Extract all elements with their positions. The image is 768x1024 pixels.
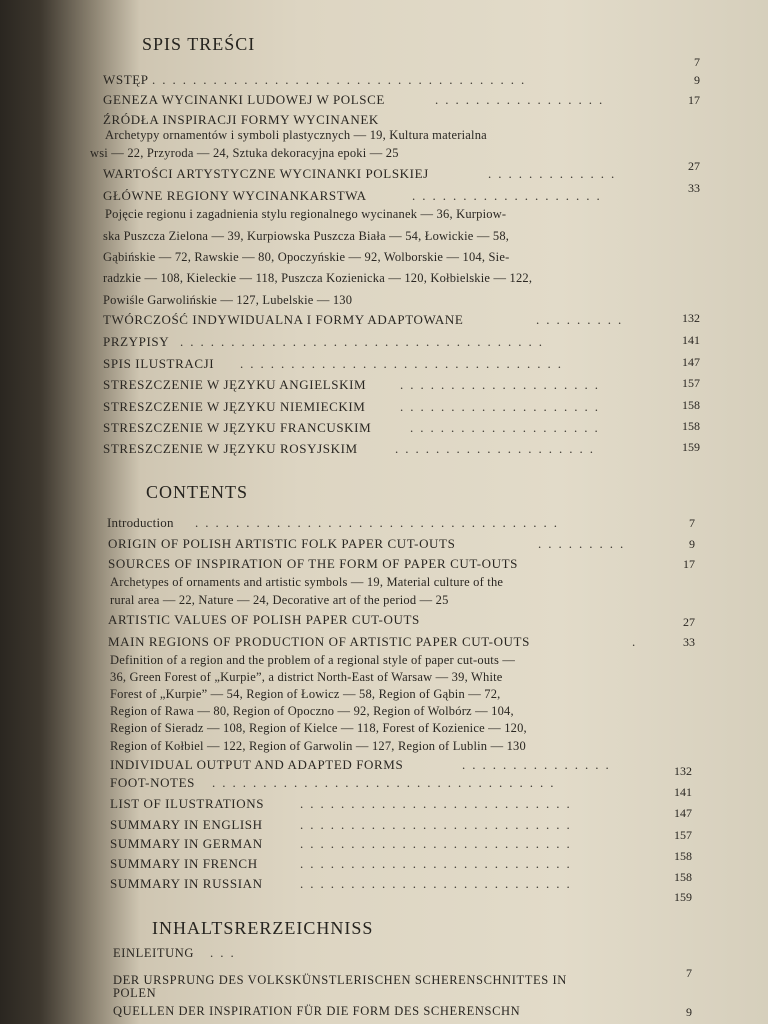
dot-leader: .................... bbox=[395, 441, 600, 456]
polish-toc-title: SPIS TREŚCI bbox=[142, 34, 256, 54]
dot-leader: .................... bbox=[400, 399, 605, 414]
english-toc-entry-label: SUMMARY IN RUSSIAN bbox=[110, 876, 263, 891]
polish-toc-entry-label: WARTOŚCI ARTYSTYCZNE WYCINANKI POLSKIEJ bbox=[103, 166, 429, 181]
english-toc-title: CONTENTS bbox=[146, 482, 248, 502]
dot-leader: ........................... bbox=[300, 876, 577, 891]
dot-leader: .................................... bbox=[195, 515, 564, 530]
dot-leader: ................................ bbox=[240, 356, 568, 371]
english-toc-entry[interactable] bbox=[0, 775, 768, 799]
dot-leader: ......... bbox=[538, 536, 631, 551]
polish-toc-entry-label: STRESZCZENIE W JĘZYKU ANGIELSKIM bbox=[103, 377, 367, 392]
german-toc-title: INHALTSRERZEICHNISS bbox=[152, 918, 374, 938]
english-toc-entry-label: MAIN REGIONS OF PRODUCTION OF ARTISTIC PAPER CUT-OUTS bbox=[108, 634, 530, 649]
english-toc-subentries: Region of Sieradz — 108, Region of Kielce — 118, Forest of Kozienice — 120, bbox=[110, 721, 527, 735]
english-toc-entry-page: 27 bbox=[683, 615, 695, 629]
dot-leader: .................... bbox=[400, 377, 605, 392]
dot-leader: ..................................... bbox=[152, 72, 532, 87]
english-toc-entry[interactable] bbox=[0, 612, 768, 632]
english-toc-entry[interactable] bbox=[0, 515, 768, 535]
english-toc-entry-label: LIST OF ILUSTRATIONS bbox=[110, 796, 265, 811]
english-toc-entry-page: 159 bbox=[674, 890, 692, 904]
polish-toc-entry-page: 158 bbox=[682, 419, 700, 433]
polish-toc-page-top: 7 bbox=[694, 55, 700, 69]
dot-leader: ........................... bbox=[300, 796, 577, 811]
english-toc-entry-page: 158 bbox=[674, 849, 692, 863]
polish-toc-entry[interactable] bbox=[0, 399, 768, 419]
english-toc-entry-page: 157 bbox=[674, 828, 692, 842]
polish-toc-entry-label: STRESZCZENIE W JĘZYKU ROSYJSKIM bbox=[103, 441, 358, 456]
polish-toc-entry-label: GŁÓWNE REGIONY WYCINANKARSTWA bbox=[103, 188, 367, 203]
english-toc-entry-label: ORIGIN OF POLISH ARTISTIC FOLK PAPER CUT-OUTS bbox=[108, 536, 456, 551]
dot-leader: ................... bbox=[412, 188, 607, 203]
polish-toc-entry-label: PRZYPISY bbox=[103, 334, 170, 349]
english-toc-entry-label: SUMMARY IN ENGLISH bbox=[110, 817, 263, 832]
dot-leader: ......... bbox=[536, 312, 629, 327]
english-toc-subentries: Region of Rawa — 80, Region of Opoczno — 92, Region of Wolbórz — 104, bbox=[110, 704, 514, 718]
dot-leader: ................... bbox=[410, 420, 605, 435]
english-toc-entry[interactable] bbox=[0, 836, 768, 863]
polish-toc-entry-label: WSTĘP bbox=[103, 72, 149, 87]
english-toc-entry-page: 33 bbox=[683, 635, 695, 649]
polish-toc-entry-page: 132 bbox=[682, 311, 700, 325]
polish-toc-subentries: Powiśle Garwolińskie — 127, Lubelskie — 130 bbox=[103, 293, 353, 307]
english-toc-entry-label: INDIVIDUAL OUTPUT AND ADAPTED FORMS bbox=[110, 757, 404, 772]
english-toc-entry-page: 141 bbox=[674, 785, 692, 799]
german-toc-entry-label-continued: POLEN bbox=[113, 986, 157, 1000]
polish-toc-entry-page: 9 bbox=[694, 73, 700, 87]
polish-toc-entry-label: ŹRÓDŁA INSPIRACJI FORMY WYCINANEK bbox=[103, 112, 379, 127]
english-toc-subentries: Region of Kołbiel — 122, Region of Garwolin — 127, Region of Lublin — 130 bbox=[110, 739, 526, 753]
english-toc-entry-label: SUMMARY IN GERMAN bbox=[110, 836, 263, 851]
polish-toc-subentries: radzkie — 108, Kieleckie — 118, Puszcza Kozienicka — 120, Kołbielskie — 122, bbox=[103, 271, 533, 285]
dot-leader: ................. bbox=[435, 92, 610, 107]
english-toc-entry-label: SUMMARY IN FRENCH bbox=[110, 856, 258, 871]
polish-toc-entry[interactable] bbox=[0, 420, 768, 440]
english-toc-entry[interactable] bbox=[0, 536, 768, 556]
polish-toc-entry[interactable] bbox=[0, 356, 768, 376]
polish-toc-entry-page: 27 bbox=[688, 159, 700, 173]
dot-leader: ........................... bbox=[300, 836, 577, 851]
english-toc-entry-page: 158 bbox=[674, 870, 692, 884]
polish-toc-entry-page: 157 bbox=[682, 376, 700, 390]
dot-leader: . bbox=[632, 634, 643, 649]
polish-toc-entry-page: 158 bbox=[682, 398, 700, 412]
english-toc-entry-label: Introduction bbox=[107, 515, 174, 530]
german-toc-entry-label: QUELLEN DER INSPIRATION FÜR DIE FORM DES SCHERENSCHN bbox=[113, 1004, 521, 1018]
polish-toc-entry[interactable] bbox=[0, 159, 768, 186]
polish-toc-entry-label: STRESZCZENIE W JĘZYKU FRANCUSKIM bbox=[103, 420, 372, 435]
english-toc-entry-page: 9 bbox=[689, 537, 695, 551]
polish-toc-entry[interactable] bbox=[0, 441, 768, 461]
polish-toc-entry[interactable] bbox=[0, 377, 768, 397]
polish-toc-entry[interactable] bbox=[0, 181, 768, 208]
german-toc-entry-label: DER URSPRUNG DES VOLKSKÜNSTLERISCHEN SCHERENSCHNITTES IN bbox=[113, 973, 567, 987]
english-toc-entry-page: 17 bbox=[683, 557, 695, 571]
polish-toc-entry-page: 33 bbox=[688, 181, 700, 195]
english-toc-entry[interactable] bbox=[0, 796, 768, 820]
english-toc-entry-page: 132 bbox=[674, 764, 692, 778]
german-toc-entry-label: EINLEITUNG bbox=[113, 946, 194, 960]
polish-toc-entry-page: 147 bbox=[682, 355, 700, 369]
english-toc-entry[interactable] bbox=[0, 556, 768, 576]
english-toc-entry[interactable] bbox=[0, 634, 768, 654]
english-toc-subentries: Archetypes of ornaments and artistic symbols — 19, Material culture of the bbox=[110, 575, 504, 589]
polish-toc-subentries: Gąbińskie — 72, Rawskie — 80, Opoczyńskie — 92, Wolborskie — 104, Sie- bbox=[103, 250, 510, 264]
dot-leader: ............. bbox=[488, 166, 622, 181]
polish-toc-entry[interactable] bbox=[0, 92, 768, 112]
english-toc-entry-label: ARTISTIC VALUES OF POLISH PAPER CUT-OUTS bbox=[108, 612, 420, 627]
polish-toc-entry-label: SPIS ILUSTRACJI bbox=[103, 356, 215, 371]
english-toc-subentries: rural area — 22, Nature — 24, Decorative art of the period — 25 bbox=[110, 593, 449, 607]
dot-leader: .................................... bbox=[180, 334, 549, 349]
polish-toc-subentries: Pojęcie regionu i zagadnienia stylu regionalnego wycinanek — 36, Kurpiow- bbox=[105, 207, 507, 221]
english-toc-entry[interactable] bbox=[0, 817, 768, 842]
english-toc-entry[interactable] bbox=[0, 757, 768, 777]
english-toc-subentries: Forest of „Kurpie” — 54, Region of Łowicz — 58, Region of Gąbin — 72, bbox=[110, 687, 501, 701]
dot-leader: ... bbox=[210, 945, 241, 960]
german-toc-entry-page: 9 bbox=[686, 1005, 692, 1019]
english-toc-entry-label: FOOT-NOTES bbox=[110, 775, 195, 790]
english-toc-entry-label: SOURCES OF INSPIRATION OF THE FORM OF PAPER CUT-OUTS bbox=[108, 556, 518, 571]
german-toc-entry[interactable] bbox=[0, 1003, 768, 1023]
polish-toc-subentries: wsi — 22, Przyroda — 24, Sztuka dekoracyjna epoki — 25 bbox=[90, 146, 399, 160]
german-toc-entry-page: 7 bbox=[686, 966, 692, 980]
polish-toc-entry-label: STRESZCZENIE W JĘZYKU NIEMIECKIM bbox=[103, 399, 366, 414]
dot-leader: ........................... bbox=[300, 817, 577, 832]
polish-toc-subentries: Archetypy ornamentów i symboli plastycznych — 19, Kultura materialna bbox=[105, 128, 487, 142]
polish-toc-entry-label: TWÓRCZOŚĆ INDYWIDUALNA I FORMY ADAPTOWANE bbox=[103, 312, 464, 327]
polish-toc-entry[interactable] bbox=[0, 334, 768, 354]
english-toc-entry-page: 147 bbox=[674, 806, 692, 820]
english-toc-entry[interactable] bbox=[0, 876, 768, 904]
dot-leader: ............... bbox=[462, 757, 616, 772]
english-toc-entry-page: 7 bbox=[689, 516, 695, 530]
polish-toc-entry-page: 141 bbox=[682, 333, 700, 347]
polish-toc-entry-page: 17 bbox=[688, 93, 700, 107]
polish-toc-entry-label: GENEZA WYCINANKI LUDOWEJ W POLSCE bbox=[103, 92, 385, 107]
english-toc-subentries: 36, Green Forest of „Kurpie”, a district North-East of Warsaw — 39, White bbox=[110, 670, 503, 684]
polish-toc-entry[interactable] bbox=[0, 72, 768, 92]
english-toc-subentries: Definition of a region and the problem of a regional style of paper cut-outs — bbox=[110, 653, 516, 667]
dot-leader: ........................... bbox=[300, 856, 577, 871]
dot-leader: .................................. bbox=[212, 775, 561, 790]
polish-toc-entry-page: 159 bbox=[682, 440, 700, 454]
polish-toc-entry[interactable] bbox=[0, 312, 768, 332]
polish-toc-subentries: ska Puszcza Zielona — 39, Kurpiowska Puszcza Biała — 54, Łowickie — 58, bbox=[103, 229, 510, 243]
